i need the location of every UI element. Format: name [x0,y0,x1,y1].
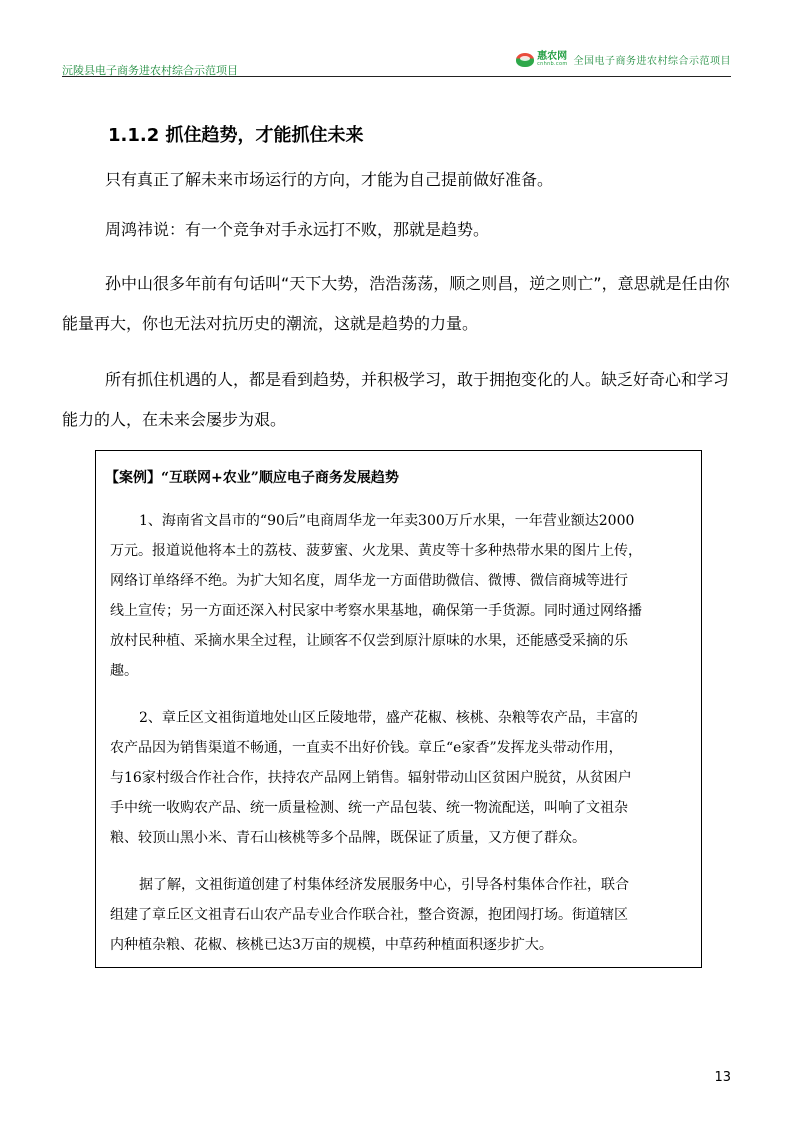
paragraph-3 [62,276,732,332]
case-line: 组建了章丘区文祖青石山农产品专业合作联合社，整合资源，抱团闯打场。街道辖区 [110,907,628,923]
case-box [95,450,702,968]
case-line: 网络订单络绎不绝。为扩大知名度，周华龙一方面借助微信、微博、微信商城等进行 [110,573,628,589]
case-title: 【案例】“互联网+农业”顺应电子商务发展趋势 [105,470,399,486]
logo-en-text: cnhnb.com [537,61,568,67]
header-left-title: 沅陵县电子商务进农村综合示范项目 [62,64,238,77]
case-line: 1、海南省文昌市的“90后”电商周华龙一年卖300万斤水果，一年营业额达2000 [139,513,635,529]
case-line: 内种植杂粮、花椒、核桃已达3万亩的规模，中草药种植面积逐步扩大。 [110,937,553,953]
case-line: 万元。报道说他将本土的荔枝、菠萝蜜、火龙果、黄皮等十多种热带水果的图片上传， [110,543,642,559]
header-right-title: 全国电子商务进农村综合示范项目 [573,56,731,67]
brand-logo [516,52,567,67]
logo-cn-text: 惠农网 [537,51,568,62]
paragraph-2: 周鸿祎说：有一个竞争对手永远打不败，那就是趋势。 [105,220,490,239]
header-divider [62,76,731,77]
paragraph-1: 只有真正了解未来市场运行的方向，才能为自己提前做好准备。 [105,170,554,189]
paragraph-3-line-1: 孙中山很多年前有句话叫“天下大势，浩浩荡荡，顺之则昌，逆之则亡”，意思就是任由你 [105,274,730,293]
paragraph-4-line-1: 所有抓住机遇的人，都是看到趋势，并积极学习，敢于拥抱变化的人。缺乏好奇心和学习 [105,370,730,389]
page-number: 13 [714,1070,731,1085]
header-right [516,52,731,67]
case-line: 与16家村级合作社合作，扶持农产品网上销售。辐射带动山区贫困户脱贫，从贫困户 [110,770,632,786]
paragraph-4 [62,372,732,428]
case-line: 据了解，文祖街道创建了村集体经济发展服务中心，引导各村集体合作社，联合 [139,877,629,893]
case-line: 2、章丘区文祖街道地处山区丘陵地带，盛产花椒、核桃、杂粮等农产品，丰富的 [139,710,638,726]
logo-icon [516,53,534,67]
case-line: 粮、较顶山黑小米、青石山核桃等多个品牌，既保证了质量，又方便了群众。 [110,830,586,846]
case-line: 趣。 [110,663,138,679]
case-line: 农产品因为销售渠道不畅通，一直卖不出好价钱。章丘“e家香”发挥龙头带动作用， [110,740,623,756]
paragraph-3-line-2: 能量再大，你也无法对抗历史的潮流，这就是趋势的力量。 [62,314,479,333]
case-line: 手中统一收购农产品、统一质量检测、统一产品包装、统一物流配送，叫响了文祖杂 [110,800,628,816]
case-line: 放村民种植、采摘水果全过程，让顾客不仅尝到原汁原味的水果，还能感受采摘的乐 [110,633,628,649]
paragraph-4-line-2: 能力的人，在未来会屡步为艰。 [62,410,287,429]
case-line: 线上宣传；另一方面还深入村民家中考察水果基地，确保第一手货源。同时通过网络播 [110,603,642,619]
section-title: 1.1.2 抓住趋势，才能抓住未来 [108,125,364,146]
